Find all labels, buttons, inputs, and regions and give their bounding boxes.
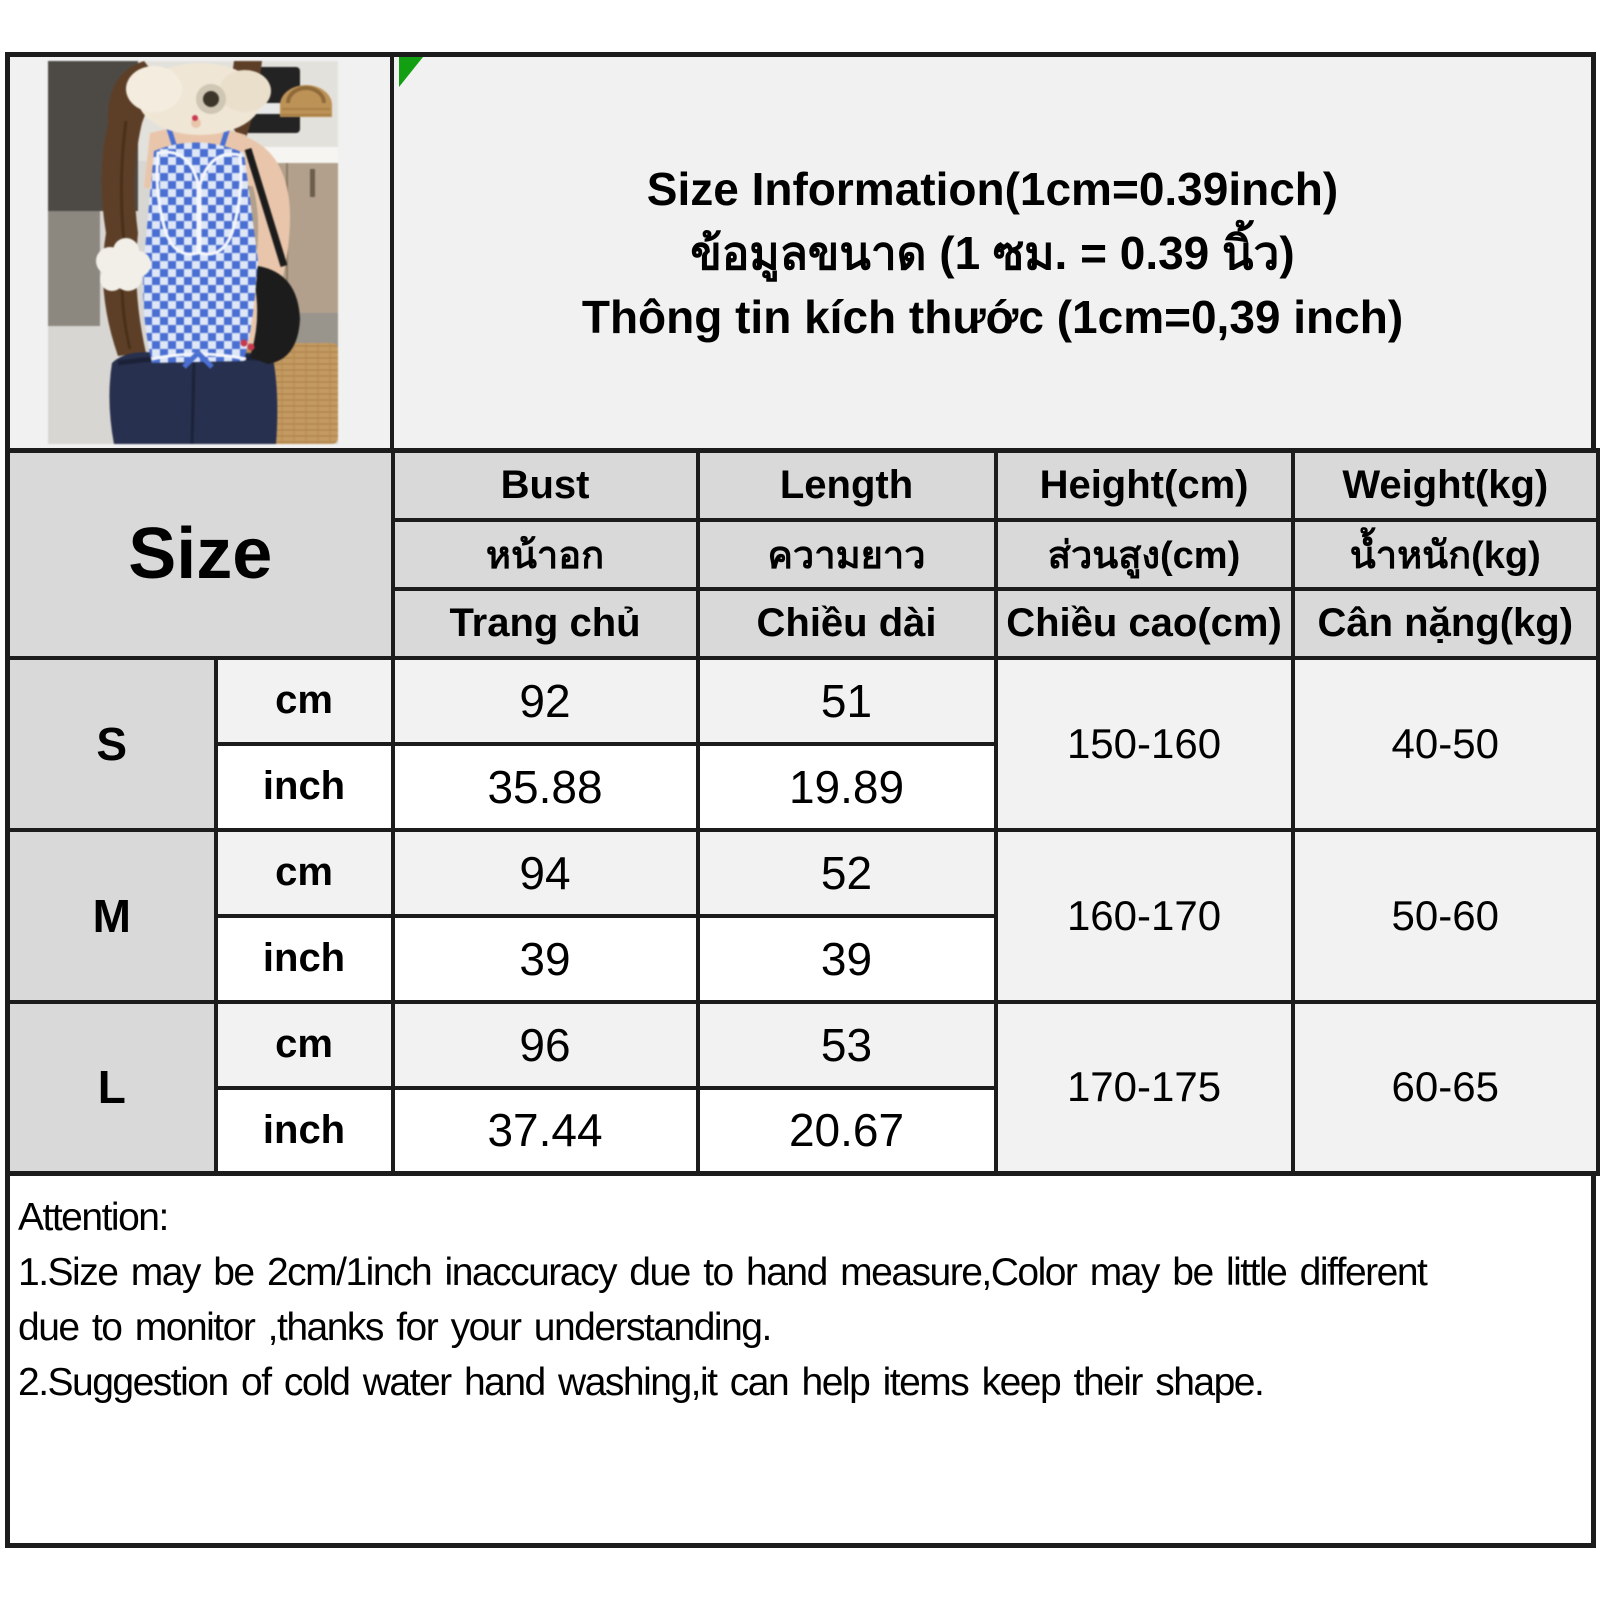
col-header-height-th: ส่วนสูง(cm) [996,520,1293,589]
size-s-label: S [8,658,216,830]
product-photo [48,61,338,444]
bust-cm-m: 94 [393,830,698,916]
col-header-weight-en: Weight(kg) [1293,451,1599,520]
unit-label-inch-m: inch [216,916,393,1002]
unit-label-inch-s: inch [216,744,393,830]
col-header-weight-vi: Cân nặng(kg) [1293,589,1599,658]
photo-plaid-top [143,119,258,367]
col-header-weight-th: น้ำหนัก(kg) [1293,520,1599,589]
title-thai: ข้อมูลขนาด (1 ซม. = 0.39 นิ้ว) [690,226,1295,279]
height-range-l: 170-175 [996,1002,1293,1174]
weight-range-m: 50-60 [1293,830,1599,1002]
title-english: Size Information(1cm=0.39inch) [646,162,1339,215]
col-header-bust-th: หน้าอก [393,520,698,589]
col-header-height-vi: Chiều cao(cm) [996,589,1293,658]
photo-jeans [109,352,277,444]
bust-inch-s: 35.88 [393,744,698,830]
size-corner-cell: Size [8,451,393,658]
header-section [5,52,1596,448]
col-header-bust-en: Bust [393,451,698,520]
size-m-label: M [8,830,216,1002]
bust-inch-l: 37.44 [393,1088,698,1174]
attention-heading: Attention: [18,1196,168,1239]
green-corner-triangle [399,57,423,87]
length-cm-s: 51 [698,658,996,744]
size-chart-panel [5,52,1596,1548]
photo-cell [10,57,394,448]
size-l-label: L [8,1002,216,1174]
attention-line-3: 2.Suggestion of cold water hand washing,it can help items keep their shape. [18,1361,1264,1404]
unit-label-inch-l: inch [216,1088,393,1174]
unit-label-cm-l: cm [216,1002,393,1088]
size-table [5,448,1600,1176]
weight-range-l: 60-65 [1293,1002,1599,1174]
attention-line-1: 1.Size may be 2cm/1inch inaccuracy due to hand measure,Color may be little different [18,1251,1427,1294]
bust-inch-m: 39 [393,916,698,1002]
unit-label-cm-m: cm [216,830,393,916]
attention-note [5,1176,1596,1548]
col-header-length-th: ความยาว [698,520,996,589]
attention-line-2: due to monitor ,thanks for your understanding. [18,1306,771,1349]
bust-cm-l: 96 [393,1002,698,1088]
length-inch-s: 19.89 [698,744,996,830]
col-header-bust-vi: Trang chủ [393,589,698,658]
col-header-length-vi: Chiều dài [698,589,996,658]
col-header-height-en: Height(cm) [996,451,1293,520]
bust-cm-s: 92 [393,658,698,744]
size-information-title [394,57,1591,448]
col-header-length-en: Length [698,451,996,520]
title-vietnamese: Thông tin kích thước (1cm=0,39 inch) [581,290,1404,343]
length-cm-l: 53 [698,1002,996,1088]
length-inch-m: 39 [698,916,996,1002]
height-range-s: 150-160 [996,658,1293,830]
height-range-m: 160-170 [996,830,1293,1002]
weight-range-s: 40-50 [1293,658,1599,830]
length-inch-l: 20.67 [698,1088,996,1174]
length-cm-m: 52 [698,830,996,916]
unit-label-cm-s: cm [216,658,393,744]
